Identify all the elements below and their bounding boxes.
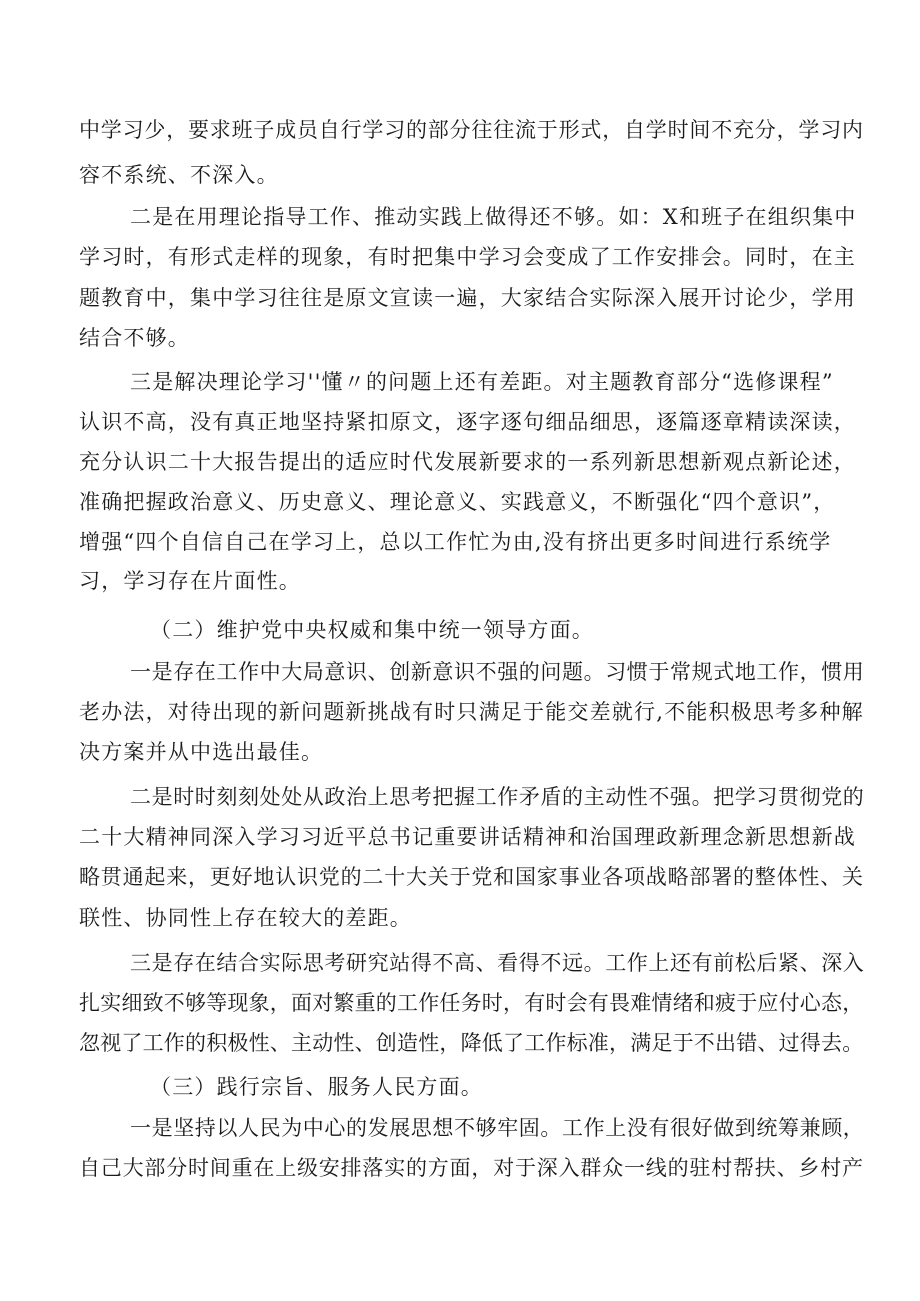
text-line: 准确把握政治意义、历史意义、理论意义、实践意义，不断强化“四个意识”， bbox=[79, 490, 836, 514]
section-heading: （二）维护党中央权威和集中统一领导方面。 bbox=[150, 618, 594, 642]
text-line: 结合不够。 bbox=[79, 326, 190, 350]
paragraph-first-line: 二是时时刻刻处处从政治上思考把握工作矛盾的主动性不强。把学习贯彻党的 bbox=[130, 785, 865, 809]
text-line: 决方案并从中选出最佳。 bbox=[79, 740, 324, 764]
text-line: 认识不高，没有真正地坚持紧扣原文，逐字逐句细品细思，逐篇逐章精读深读， bbox=[79, 410, 856, 434]
text-line: 略贯通起来，更好地认识党的二十大关于党和国家事业各项战略部署的整体性、关 bbox=[79, 865, 864, 889]
paragraph-first-line: 一是存在工作中大局意识、创新意识不强的问题。习惯于常规式地工作，惯用 bbox=[130, 660, 865, 684]
section-heading: （三）践行宗旨、服务人民方面。 bbox=[150, 1075, 483, 1099]
text-line: 中学习少，要求班子成员自行学习的部分往往流于形式，自学时间不充分，学习内 bbox=[79, 118, 864, 142]
text-line: 自己大部分时间重在上级安排落实的方面，对于深入群众一线的驻村帮扶、乡村产 bbox=[79, 1156, 864, 1180]
text-line: 联性、协同性上存在较大的差距。 bbox=[79, 906, 412, 930]
paragraph-first-line: 三是解决理论学习''懂〃的问题上还有差距。对主题教育部分“选修课程” bbox=[130, 370, 834, 394]
text-line: 题教育中，集中学习往往是原文宣读一遍，大家结合实际深入展开讨论少，学用 bbox=[79, 286, 856, 310]
paragraph-first-line: 三是存在结合实际思考研究站得不高、看得不远。工作上还有前松后紧、深入 bbox=[130, 951, 865, 975]
text-line: 学习时，有形式走样的现象，有时把集中学习会变成了工作安排会。同时，在主 bbox=[79, 245, 856, 269]
text-line: 忽视了工作的积极性、主动性、创造性，降低了工作标准，满足于不出错、过得去。 bbox=[79, 1031, 864, 1055]
text-line: 增强“四个自信自己在学习上，总以工作忙为由,没有挤出更多时间进行系统学 bbox=[79, 530, 832, 554]
text-line: 容不系统、不深入。 bbox=[79, 163, 279, 187]
paragraph-first-line: 二是在用理论指导工作、推动实践上做得还不够。如：X和班子在组织集中 bbox=[130, 205, 857, 229]
text-line: 充分认识二十大报告提出的适应时代发展新要求的一系列新思想新观点新论述， bbox=[79, 450, 856, 474]
text-line: 扎实细致不够等现象，面对繁重的工作任务时，有时会有畏难情绪和疲于应付心态， bbox=[79, 991, 864, 1015]
text-line: 二十大精神同深入学习习近平总书记重要讲话精神和治国理政新理念新思想新战 bbox=[79, 825, 856, 849]
paragraph-first-line: 一是坚持以人民为中心的发展思想不够牢固。工作上没有很好做到统筹兼顾， bbox=[130, 1116, 865, 1140]
text-line: 老办法，对待出现的新问题新挑战有时只满足于能交差就行,不能积极思考多种解 bbox=[79, 700, 864, 724]
text-line: 习，学习存在片面性。 bbox=[79, 569, 301, 593]
